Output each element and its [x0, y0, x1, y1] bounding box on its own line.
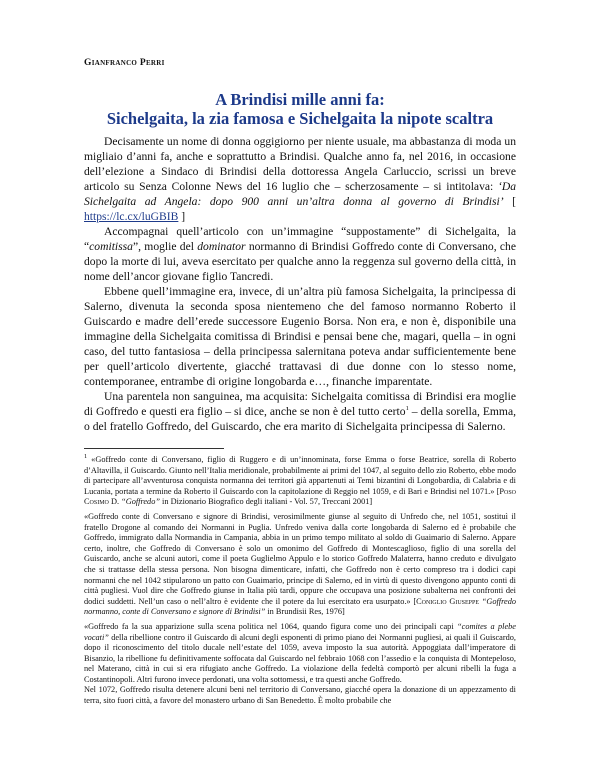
footnote-quote-3-continued: Nel 1072, Goffredo risulta detenere alcuni beni nel territorio di Conversano, giacché opera la donazione di un appezzamento di terra, sito fuori città, a favore del monastero urbano di San Benedetto. È molto probabile che: [84, 685, 516, 706]
article-body: [84, 134, 516, 434]
article-link[interactable]: https://lc.cx/luGBIB: [84, 210, 179, 223]
author-name: Gianfranco Perri: [84, 58, 165, 68]
bracket-close: ]: [178, 210, 186, 223]
bracket-open: [: [503, 195, 516, 208]
footnote-divider: [84, 448, 224, 449]
footnotes: [84, 455, 516, 707]
paragraph-1-text: Decisamente un nome di donna oggigiorno per niente usuale, ma abbastanza di moda un migliaio d’anni fa, anche e soprattutto a Brindisi. Qualche anno fa, nel 2016, in occasione dell’elezione a Sindaco di Brindisi della dottoressa Angela Carluccio, scrissi un breve articolo su Senza Colonne News del 16 luglio che – scherzosamente – si intitolava:: [84, 135, 516, 193]
footnote-1-author: Poso Cosimo: [84, 486, 516, 507]
footnote-3-text-b: della ribellione contro il Guiscardo di alcuni degli esponenti di primo piano dei Normanni pugliesi, ai quali il Guiscardo, dopo il riconoscimento del titolo ducale nell’estate del 1059, aveva imposto la sua autorità. Appoggiata dall’imperatore di Bisanzio, la ribellione fu definitivamente soffocata dal Guiscardo nel febbraio 1068 con l’assedio e la conquista di Montepeloso, nel Materano, città in cui si era rifugiato anche Goffredo. La violazione della fedeltà comportò per alcuni ribelli la fuga a Costantinopoli. Altri furono invece perdonati, una volta sottomessi, e tra questi anche Goffredo.: [84, 632, 516, 684]
footnote-2-author: Coniglio Giuseppe: [416, 596, 479, 606]
paragraph-4-text-b: – della sorella, Emma, o del fratello Goffredo, del Guiscardo, che era marito di Sichelgaita principessa di Salerno.: [84, 405, 516, 433]
article-title-line1: A Brindisi mille anni fa:: [215, 90, 385, 109]
footnote-number: 1: [84, 453, 88, 461]
footnote-1-work: “Goffredo”: [121, 497, 160, 507]
footnote-1: [84, 455, 516, 508]
footnote-1-text: «Goffredo conte di Conversano, figlio di Ruggero e di un’innominata, forse Emma o forse Beatrice, sorella di Roberto d’Altavilla, il Guiscardo. Giunto nell’Italia meridionale, probabilmente ai primi del 1047, al seguito dello zio Roberto, ebbe modo di partecipare all’avventurosa conquista normanna dei territori già appartenuti ai Temi bizantini di Longobardia, di Calabria e di Lucania, portata a termine da Roberto il Guiscardo con la capitolazione di Reggio nel 1059, e di Bari e Brindisi nel 1071.» [: [84, 455, 516, 496]
paragraph-3: Ebbene quell’immagine era, invece, di un’altra più famosa Sichelgaita, la principessa di Salerno, divenuta la seconda sposa nientemeno che del famoso normanno Roberto il Guiscardo e madre dell’erede successore Eugenio Borsa. Non era, e non è, disponibile una immagine della Sichelgaita comitissa di Brindisi e pensai bene che, magari, quella – in ogni caso, del tutto fantasiosa – della principessa salernitana poteva andar sufficientemente bene per quell’articolo divertente, giacché trattavasi di due donne con lo stesso nome, contemporanee, entrambe di origine longobarda e…, finanche imparentate.: [84, 285, 516, 388]
article-title-line2: Sichelgaita, la zia famosa e Sichelgaita la nipote scaltra: [106, 109, 494, 128]
paragraph-1: [84, 134, 516, 224]
paragraph-2: [84, 224, 516, 284]
footnote-2-work: “Goffredo normanno, conte di Conversano e signore di Brindisi”: [84, 596, 516, 617]
paragraph-4: [84, 389, 516, 434]
footnote-3-text-a: «Goffredo fa la sua apparizione sulla scena politica nel 1064, quando figura come uno dei principali capi: [84, 621, 458, 631]
footnote-3-latin: “comites a plebe vocati”: [84, 621, 516, 642]
paragraph-2-text-b: ”, moglie del: [132, 240, 198, 253]
footnote-1-initial: D.: [108, 497, 122, 507]
footnote-2-source: in Brundisii Res, 1976]: [265, 607, 345, 617]
article-citation-title: ‘Da Sichelgaita ad Angela: dopo 900 anni un’altra donna al governo di Brindisi’: [84, 180, 516, 208]
paragraph-4-text-a: Una parentela non sanguinea, ma acquisita: Sichelgaita comitissa di Brindisi era moglie di Goffredo e questi era figlio – si dice, anche se non è del tutto certo: [84, 390, 516, 418]
footnote-1-source: in Dizionario Biografico degli italiani - Vol. 57, Treccani 2001]: [159, 497, 373, 507]
paragraph-2-text-a: Accompagnai quell’articolo con un’immagine “suppostamente” di Sichelgaita, la “: [84, 225, 516, 253]
footnote-quote-2: [84, 512, 516, 618]
paragraph-2-text-c: normanno di Brindisi Goffredo conte di Conversano, che dopo la morte di lui, aveva esercitato per qualche anno la reggenza sul governo della città, in nome dell’ancor giovane figlio Tancredi.: [84, 240, 516, 283]
footnote-2-text: «Goffredo conte di Conversano e signore di Brindisi, verosimilmente giunse al seguito di Unfredo che, nel 1051, sostituì il fratello Drogone al comando dei Normanni in Puglia. Unfredo veniva dalla corte longobarda di Salerno ed è probabile che Goffredo, immigrato dalla Normandia in Campania, abbia in un primo tempo militato al soldo di Guaimario di Salerno. Appare certo, inoltre, che Goffredo di Conversano è solo un omonimo del Goffredo di Montescaglioso, figlio di una sorella del Guiscardo, anche se alcuni autori, come il poeta Guglielmo Appulo e lo storico Goffredo Malaterra, hanno creduto e divulgato che si trattasse della stessa persona. Non bisogna dimenticare, infatti, che Goffredo non è certo compreso tra i dodici capi normanni che nel 1042 stipularono un patto con Guaimario, principe di Salerno, ed in virtù di questo divengono appunto conti di città pugliesi. Vuol dire che Goffredo giunse in Italia più tardi, oppure che occupava una posizione subalterna nei confronti dei dodici suddetti. Nell’un caso o nell’altro è evidente che il potere da lui esercitato era usurpato.» [: [84, 511, 516, 606]
footnote-reference[interactable]: 1: [405, 405, 409, 413]
footnote-quote-3: [84, 622, 516, 686]
term-dominator: dominator: [197, 240, 246, 253]
term-comitissa: comitissa: [89, 240, 133, 253]
